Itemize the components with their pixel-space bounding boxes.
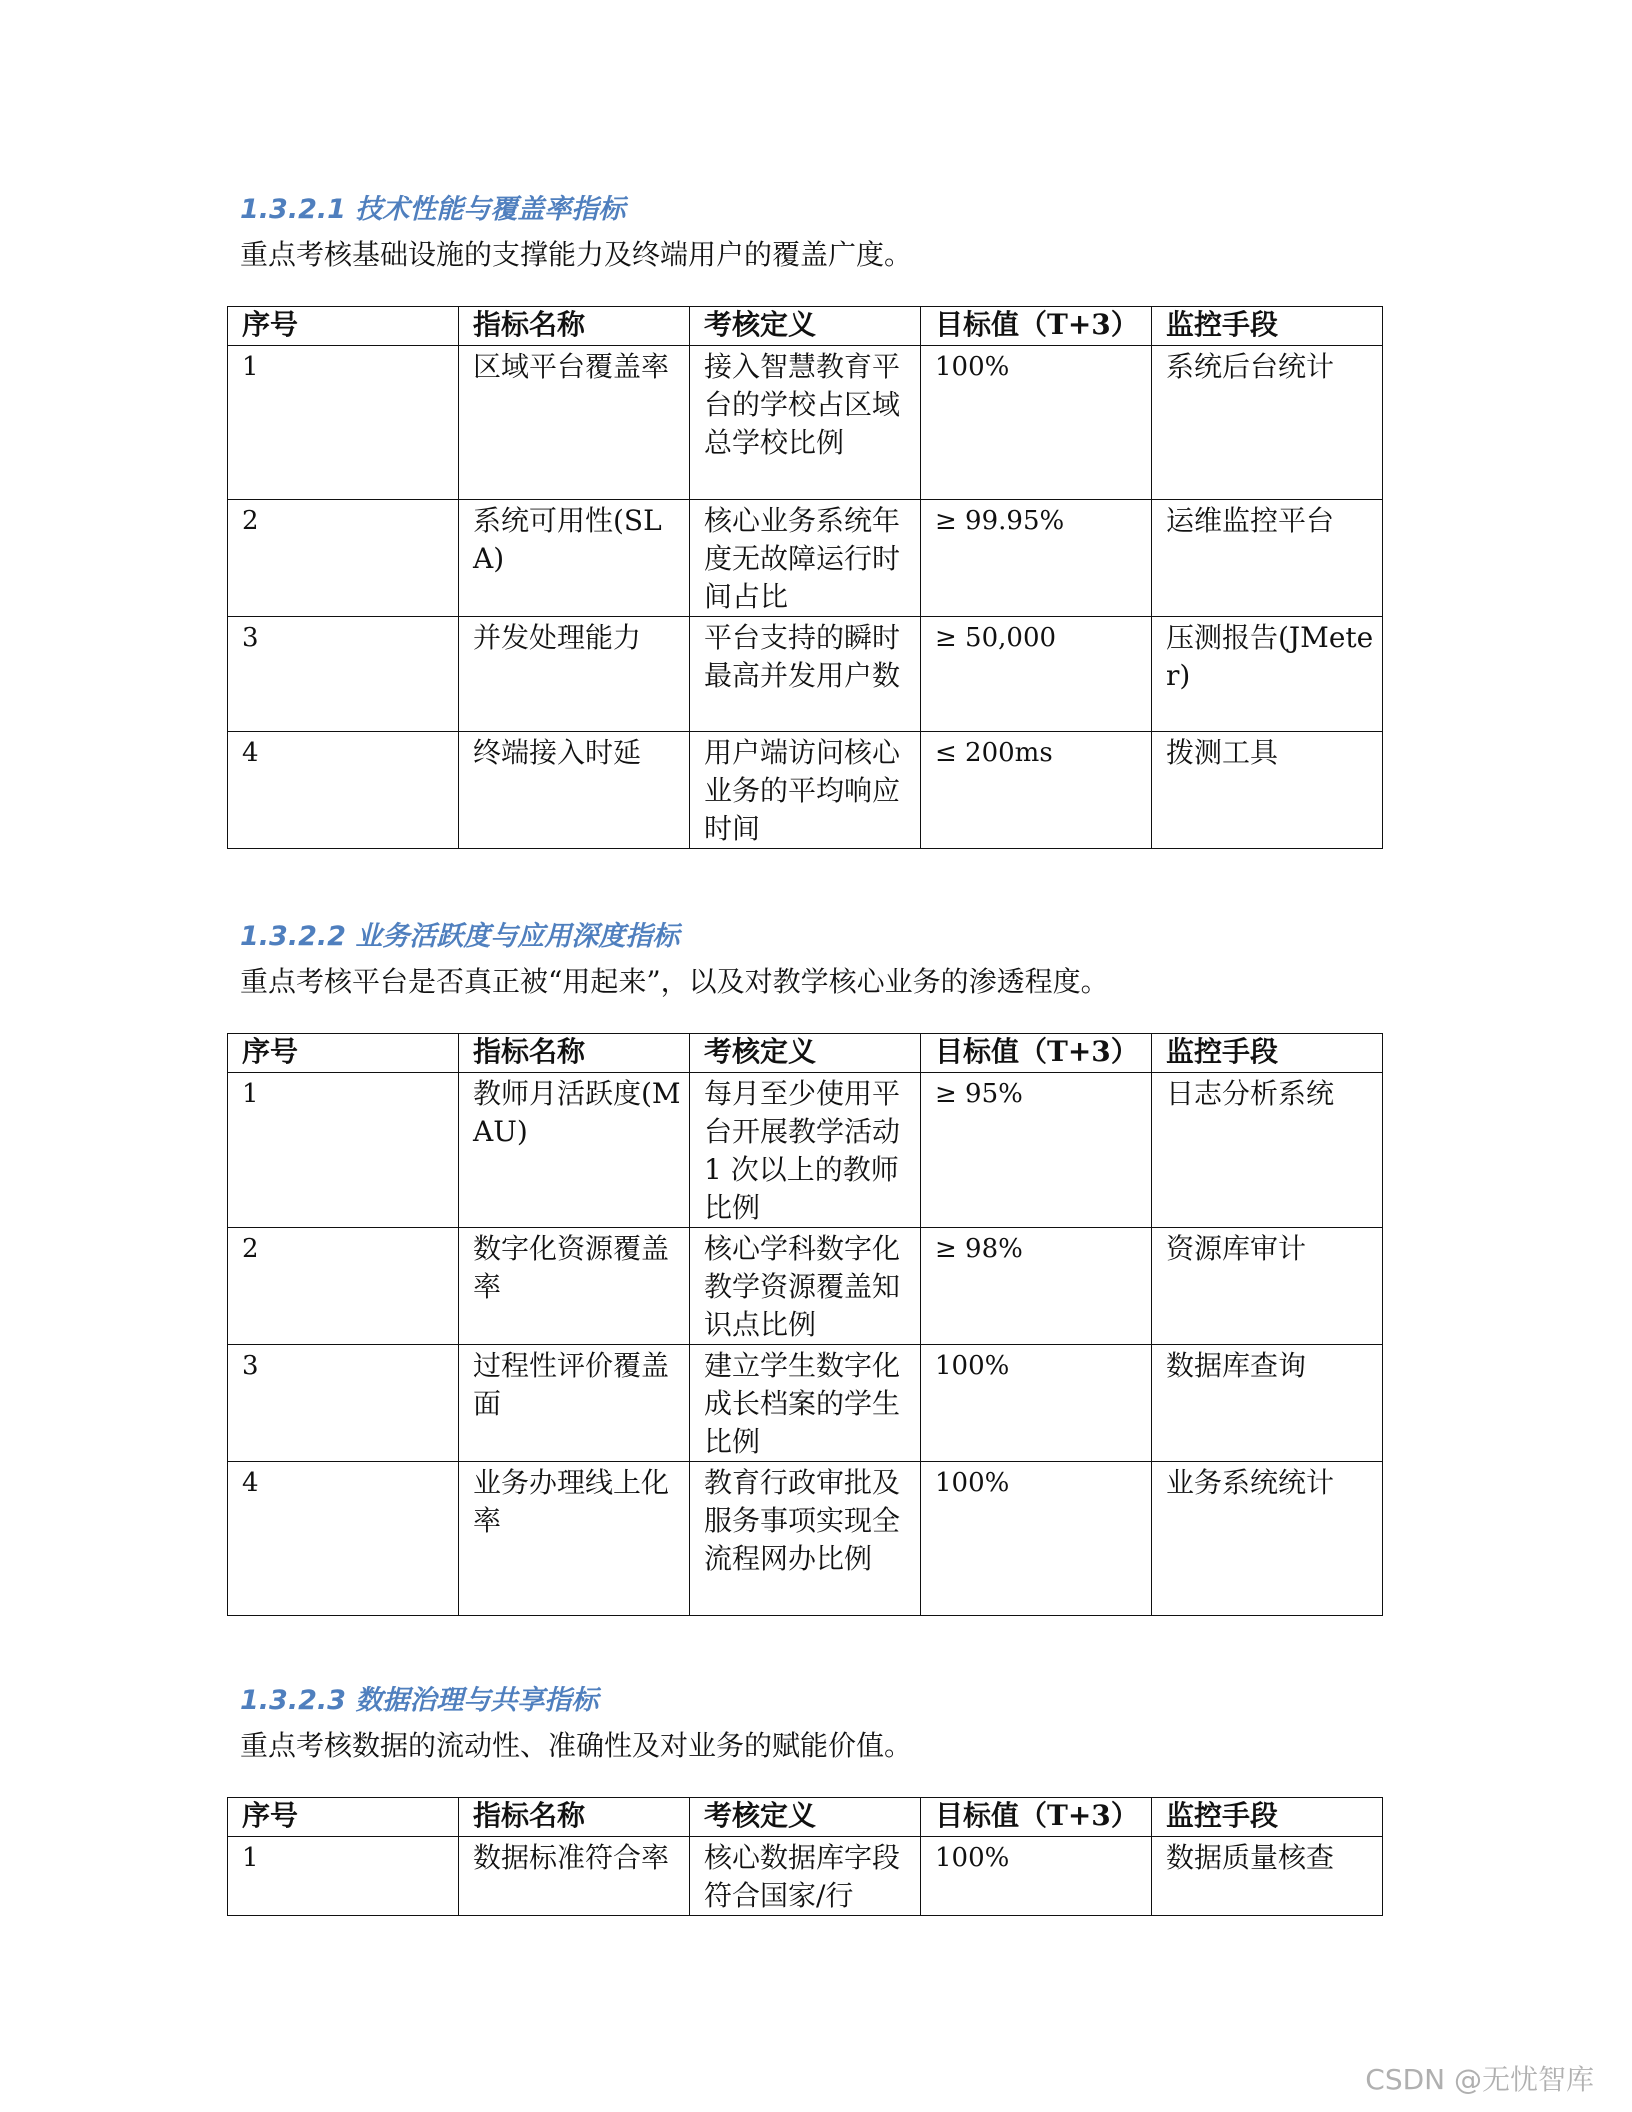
section-1-intro: 重点考核基础设施的支撑能力及终端用户的覆盖广度。: [240, 238, 913, 271]
cell-definition: 接入智慧教育平台的学校占区域总学校比例: [690, 346, 921, 500]
cell-definition: 每月至少使用平台开展教学活动 1 次以上的教师比例: [690, 1073, 921, 1228]
section-1-heading: 1.3.2.1 技术性能与覆盖率指标: [240, 194, 626, 225]
cell-metric-name: 教师月活跃度(MAU): [459, 1073, 690, 1228]
cell-monitoring: 拨测工具: [1152, 732, 1383, 849]
header-metric-name: 指标名称: [459, 1034, 690, 1073]
table-row: [228, 1345, 1383, 1462]
cell-definition: 用户端访问核心业务的平均响应时间: [690, 732, 921, 849]
section-3-table: [227, 1797, 1383, 1916]
header-monitoring: 监控手段: [1152, 307, 1383, 346]
section-2-table: [227, 1033, 1383, 1616]
cell-index: 4: [228, 732, 459, 849]
cell-metric-name: 区域平台覆盖率: [459, 346, 690, 500]
cell-definition: 教育行政审批及服务事项实现全流程网办比例: [690, 1462, 921, 1616]
cell-target: ≥ 50,000: [921, 617, 1152, 732]
cell-definition: 平台支持的瞬时最高并发用户数: [690, 617, 921, 732]
table-header-row: [228, 307, 1383, 346]
cell-definition: 核心业务系统年度无故障运行时间占比: [690, 500, 921, 617]
header-target: 目标值（T+3）: [921, 1798, 1152, 1837]
section-2-heading: 1.3.2.2 业务活跃度与应用深度指标: [240, 921, 680, 952]
cell-metric-name: 终端接入时延: [459, 732, 690, 849]
watermark: CSDN @无忧智库: [1365, 2063, 1594, 2096]
cell-index: 1: [228, 1073, 459, 1228]
section-3-heading: 1.3.2.3 数据治理与共享指标: [240, 1685, 599, 1716]
cell-metric-name: 数据标准符合率: [459, 1837, 690, 1916]
cell-index: 1: [228, 346, 459, 500]
cell-monitoring: 资源库审计: [1152, 1228, 1383, 1345]
table-row: [228, 617, 1383, 732]
header-monitoring: 监控手段: [1152, 1798, 1383, 1837]
cell-monitoring: 数据库查询: [1152, 1345, 1383, 1462]
cell-index: 3: [228, 1345, 459, 1462]
cell-target: ≥ 99.95%: [921, 500, 1152, 617]
cell-index: 2: [228, 1228, 459, 1345]
cell-monitoring: 系统后台统计: [1152, 346, 1383, 500]
table-row: [228, 500, 1383, 617]
table-header-row: [228, 1798, 1383, 1837]
table-row: [228, 346, 1383, 500]
cell-monitoring: 数据质量核查: [1152, 1837, 1383, 1916]
cell-monitoring: 业务系统统计: [1152, 1462, 1383, 1616]
header-definition: 考核定义: [690, 307, 921, 346]
table-row: [228, 1228, 1383, 1345]
cell-monitoring: 运维监控平台: [1152, 500, 1383, 617]
header-definition: 考核定义: [690, 1798, 921, 1837]
cell-metric-name: 数字化资源覆盖率: [459, 1228, 690, 1345]
cell-metric-name: 并发处理能力: [459, 617, 690, 732]
header-target: 目标值（T+3）: [921, 307, 1152, 346]
section-3-intro: 重点考核数据的流动性、准确性及对业务的赋能价值。: [240, 1729, 913, 1762]
cell-metric-name: 业务办理线上化率: [459, 1462, 690, 1616]
cell-target: 100%: [921, 1462, 1152, 1616]
cell-index: 1: [228, 1837, 459, 1916]
cell-definition: 核心学科数字化教学资源覆盖知识点比例: [690, 1228, 921, 1345]
cell-monitoring: 日志分析系统: [1152, 1073, 1383, 1228]
cell-index: 4: [228, 1462, 459, 1616]
table-row: [228, 732, 1383, 849]
cell-target: ≥ 98%: [921, 1228, 1152, 1345]
table-header-row: [228, 1034, 1383, 1073]
header-index: 序号: [228, 1798, 459, 1837]
header-metric-name: 指标名称: [459, 1798, 690, 1837]
cell-monitoring: 压测报告(JMeter): [1152, 617, 1383, 732]
header-target: 目标值（T+3）: [921, 1034, 1152, 1073]
cell-target: 100%: [921, 1837, 1152, 1916]
section-1-table: [227, 306, 1383, 849]
cell-metric-name: 系统可用性(SLA): [459, 500, 690, 617]
header-index: 序号: [228, 1034, 459, 1073]
header-definition: 考核定义: [690, 1034, 921, 1073]
cell-target: 100%: [921, 346, 1152, 500]
header-metric-name: 指标名称: [459, 307, 690, 346]
cell-target: ≥ 95%: [921, 1073, 1152, 1228]
table-row: [228, 1837, 1383, 1916]
cell-definition: 核心数据库字段符合国家/行: [690, 1837, 921, 1916]
cell-target: ≤ 200ms: [921, 732, 1152, 849]
header-index: 序号: [228, 307, 459, 346]
section-2-intro: 重点考核平台是否真正被“用起来”，以及对教学核心业务的渗透程度。: [240, 965, 1109, 998]
table-row: [228, 1462, 1383, 1616]
cell-index: 2: [228, 500, 459, 617]
cell-index: 3: [228, 617, 459, 732]
header-monitoring: 监控手段: [1152, 1034, 1383, 1073]
cell-definition: 建立学生数字化成长档案的学生比例: [690, 1345, 921, 1462]
cell-metric-name: 过程性评价覆盖面: [459, 1345, 690, 1462]
cell-target: 100%: [921, 1345, 1152, 1462]
table-row: [228, 1073, 1383, 1228]
